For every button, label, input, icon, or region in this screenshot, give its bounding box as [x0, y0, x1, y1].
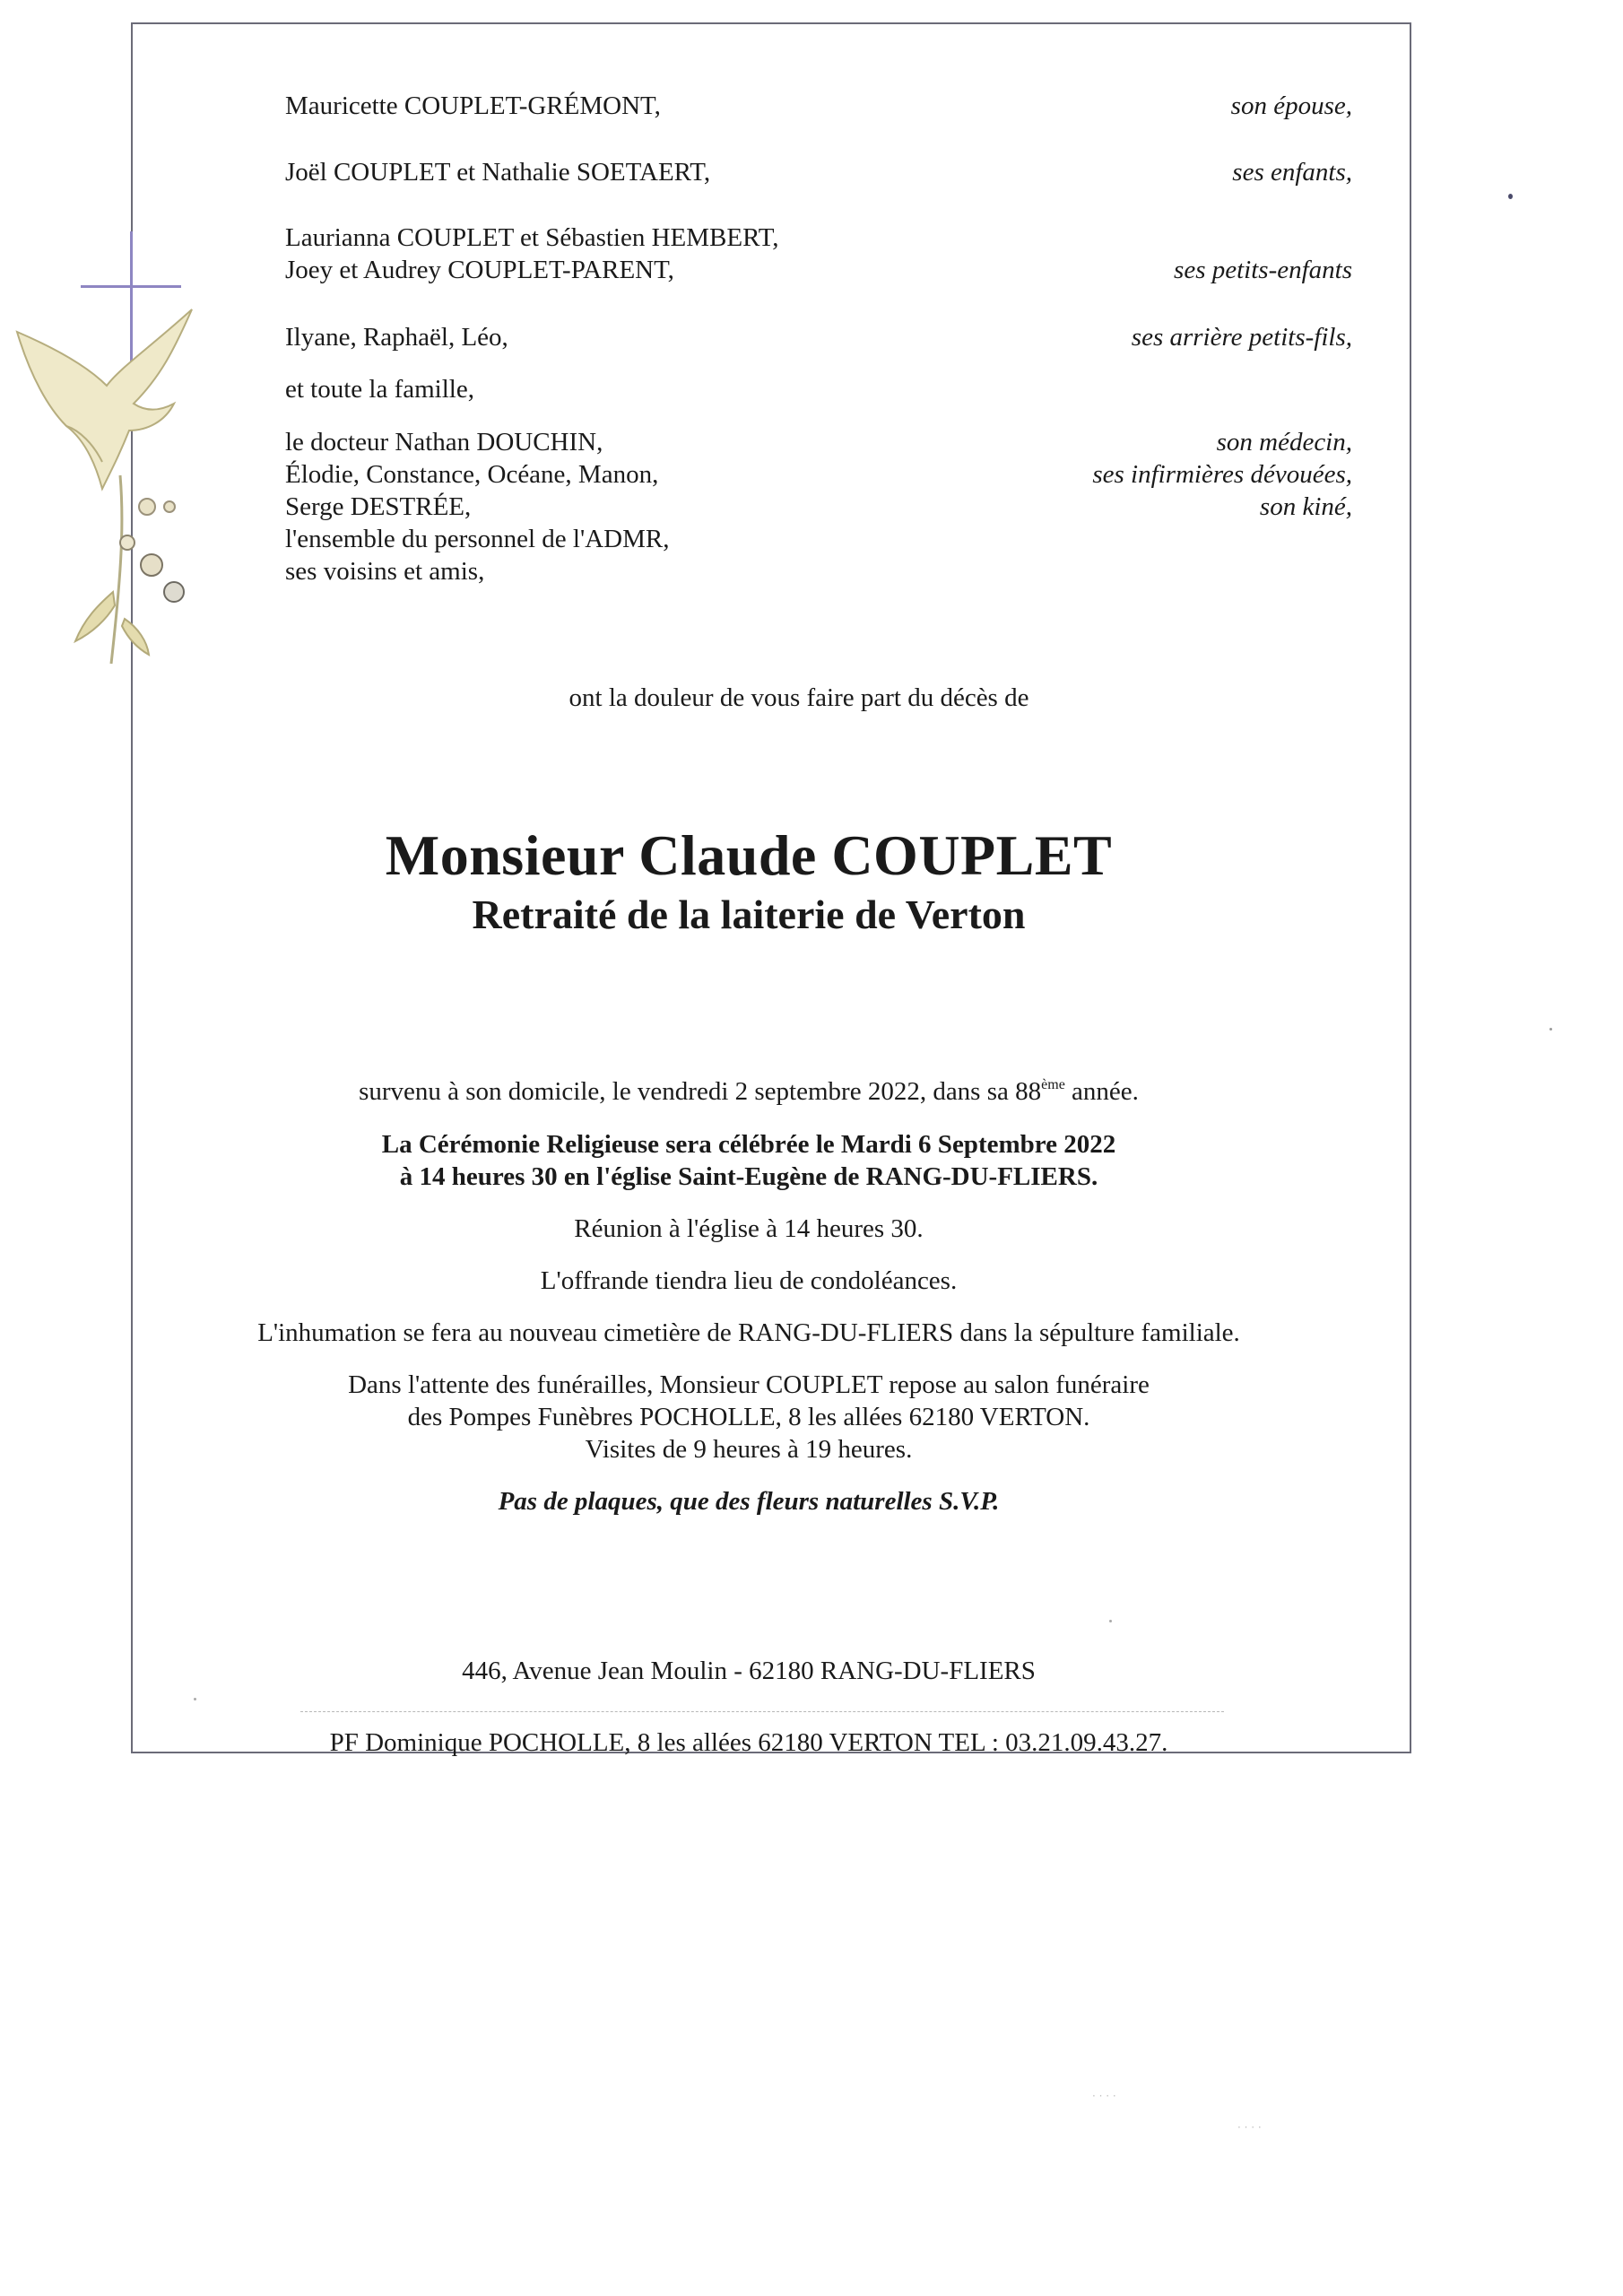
- funeral-home-line: des Pompes Funèbres POCHOLLE, 8 les allées 62180 VERTON.: [407, 1403, 1090, 1431]
- dove-flower-icon: [13, 296, 237, 673]
- scan-smudge: · · · ·: [1237, 2121, 1262, 2134]
- scan-speck: [1549, 1028, 1552, 1031]
- relation-label: ses petits-enfants: [1174, 256, 1352, 284]
- address-text: 446, Avenue Jean Moulin - 62180 RANG-DU-FLIERS: [462, 1657, 1036, 1685]
- relation-label: son médecin,: [1216, 428, 1352, 457]
- scan-speck: [1508, 194, 1513, 199]
- scan-speck: [1109, 1620, 1112, 1622]
- ceremony-line: à 14 heures 30 en l'église Saint-Eugène de RANG-DU-FLIERS.: [399, 1162, 1098, 1191]
- footer-divider: [300, 1711, 1224, 1712]
- burial-text: L'inhumation se fera au nouveau cimetière de RANG-DU-FLIERS dans la sépulture familiale.: [257, 1318, 1240, 1347]
- family-name-line: Laurianna COUPLET et Sébastien HEMBERT,: [285, 223, 779, 252]
- family-name-line: Ilyane, Raphaël, Léo,: [285, 323, 508, 352]
- relation-label: ses arrière petits-fils,: [1131, 323, 1352, 352]
- family-name-line: Mauricette COUPLET-GRÉMONT,: [285, 91, 661, 120]
- family-name-line: le docteur Nathan DOUCHIN,: [285, 428, 603, 457]
- cross-icon-bar: [81, 285, 181, 288]
- family-name-line: ses voisins et amis,: [285, 557, 485, 586]
- relation-label: ses enfants,: [1232, 158, 1352, 187]
- funeral-home-line: Visites de 9 heures à 19 heures.: [585, 1435, 913, 1464]
- flowers-note: Pas de plaques, que des fleurs naturelles S.V.P.: [498, 1487, 1000, 1516]
- relation-label: son kiné,: [1259, 492, 1352, 521]
- family-name-line: Serge DESTRÉE,: [285, 492, 472, 521]
- reunion-text: Réunion à l'église à 14 heures 30.: [574, 1214, 924, 1243]
- ceremony-line: La Cérémonie Religieuse sera célébrée le Mardi 6 Septembre 2022: [381, 1130, 1116, 1159]
- death-notice-text: survenu à son domicile, le vendredi 2 septembre 2022, dans sa 88: [359, 1077, 1042, 1106]
- scan-speck: [194, 1698, 196, 1700]
- family-name-line: Joey et Audrey COUPLET-PARENT,: [285, 256, 674, 284]
- announcement-text: ont la douleur de vous faire part du décès de: [568, 683, 1029, 712]
- ordinal-suffix: ème: [1041, 1077, 1065, 1092]
- family-name-line: et toute la famille,: [285, 375, 474, 404]
- deceased-title: Retraité de la laiterie de Verton: [472, 891, 1026, 937]
- death-notice-suffix: année.: [1064, 1077, 1139, 1106]
- footer-text: PF Dominique POCHOLLE, 8 les allées 62180 VERTON TEL : 03.21.09.43.27.: [329, 1728, 1168, 1757]
- scan-smudge: · · · ·: [1092, 2090, 1116, 2102]
- family-name-line: l'ensemble du personnel de l'ADMR,: [285, 525, 670, 553]
- relation-label: son épouse,: [1230, 91, 1352, 120]
- deceased-name: Monsieur Claude COUPLET: [385, 823, 1113, 887]
- relation-label: ses infirmières dévouées,: [1092, 460, 1352, 489]
- funeral-home-line: Dans l'attente des funérailles, Monsieur COUPLET repose au salon funéraire: [348, 1370, 1150, 1399]
- death-notice: [0, 1075, 1560, 1108]
- family-name-line: Élodie, Constance, Océane, Manon,: [285, 460, 659, 489]
- family-name-line: Joël COUPLET et Nathalie SOETAERT,: [285, 158, 711, 187]
- offering-text: L'offrande tiendra lieu de condoléances.: [540, 1266, 958, 1295]
